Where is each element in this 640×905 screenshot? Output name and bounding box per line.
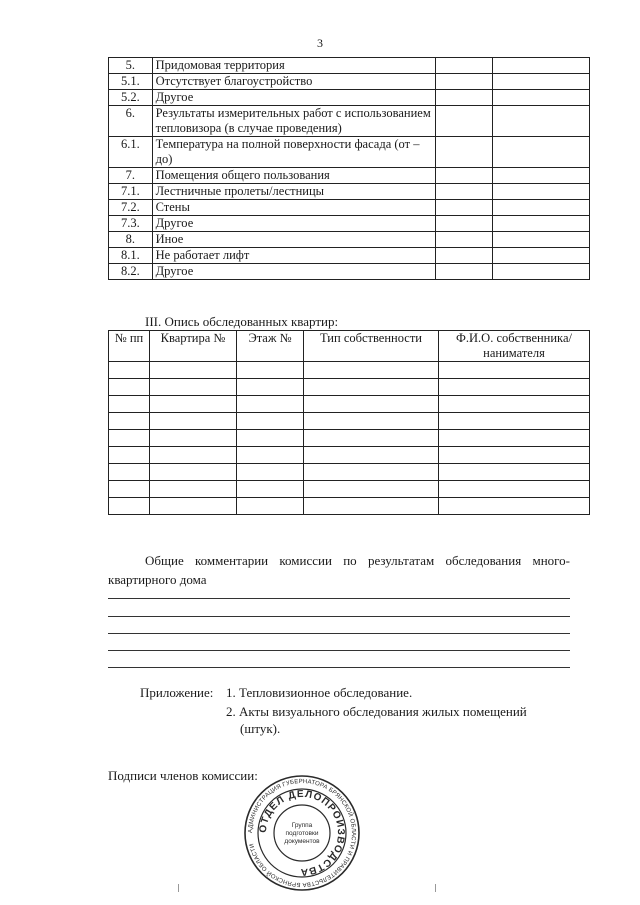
row-cell xyxy=(493,137,590,168)
inspection-table xyxy=(108,57,590,280)
table-cell[interactable] xyxy=(439,481,590,498)
apartments-table xyxy=(108,330,590,515)
row-description: Лестничные пролеты/лестницы xyxy=(152,184,436,200)
svg-text:подготовки: подготовки xyxy=(285,830,319,837)
appendix-item-1: 1. Тепловизионное обследование. xyxy=(226,685,413,700)
appendix-item-2 xyxy=(226,703,566,737)
row-number: 5. xyxy=(109,58,153,74)
table-cell[interactable] xyxy=(150,396,237,413)
comment-line xyxy=(108,633,570,634)
row-cell xyxy=(493,216,590,232)
table-row xyxy=(109,379,590,396)
row-cell xyxy=(493,184,590,200)
row-number: 5.2. xyxy=(109,90,153,106)
table-cell[interactable] xyxy=(150,362,237,379)
table-cell[interactable] xyxy=(150,498,237,515)
table-cell[interactable] xyxy=(439,464,590,481)
svg-text:Группа: Группа xyxy=(291,822,313,829)
signatures-label: Подписи членов комиссии: xyxy=(108,768,258,783)
table-row xyxy=(109,447,590,464)
row-cell xyxy=(493,264,590,280)
row-cell xyxy=(493,74,590,90)
row-cell xyxy=(493,90,590,106)
row-description: Температура на полной поверхности фасада (от – до) xyxy=(152,137,436,168)
table-cell[interactable] xyxy=(439,447,590,464)
scan-mark xyxy=(435,884,436,892)
row-cell xyxy=(436,74,493,90)
row-cell xyxy=(436,58,493,74)
table-cell[interactable] xyxy=(237,430,304,447)
row-description: Отсутствует благоустройство xyxy=(152,74,436,90)
header-owner: Ф.И.О. собственника/нанимателя xyxy=(439,331,590,362)
table-row xyxy=(109,464,590,481)
table-cell[interactable] xyxy=(109,498,150,515)
table-cell[interactable] xyxy=(237,464,304,481)
table-cell[interactable] xyxy=(109,413,150,430)
section-title: III. Опись обследованных квартир: xyxy=(145,314,339,329)
table-row xyxy=(109,74,590,90)
row-description: Другое xyxy=(152,90,436,106)
row-cell xyxy=(436,200,493,216)
comments-text: Общие комментарии комиссии по результатам обследования много-квартирного дома xyxy=(108,553,570,587)
table-row xyxy=(109,248,590,264)
table-cell[interactable] xyxy=(150,481,237,498)
table-cell[interactable] xyxy=(237,447,304,464)
row-cell xyxy=(436,184,493,200)
table-row xyxy=(109,362,590,379)
table-cell[interactable] xyxy=(109,379,150,396)
table-cell[interactable] xyxy=(237,413,304,430)
table-cell[interactable] xyxy=(109,464,150,481)
row-number: 7.1. xyxy=(109,184,153,200)
seal-stamp xyxy=(243,774,361,892)
row-number: 7.2. xyxy=(109,200,153,216)
row-number: 6. xyxy=(109,106,153,137)
comment-line xyxy=(108,667,570,668)
header-ownership: Тип собственности xyxy=(304,331,439,362)
table-cell[interactable] xyxy=(439,379,590,396)
table-cell[interactable] xyxy=(304,396,439,413)
table-cell[interactable] xyxy=(304,447,439,464)
table-cell[interactable] xyxy=(237,396,304,413)
row-description: Придомовая территория xyxy=(152,58,436,74)
row-cell xyxy=(436,106,493,137)
header-apartment: Квартира № xyxy=(150,331,237,362)
table-cell[interactable] xyxy=(304,379,439,396)
table-cell[interactable] xyxy=(150,464,237,481)
row-number: 8.1. xyxy=(109,248,153,264)
table-row xyxy=(109,184,590,200)
table-cell[interactable] xyxy=(439,396,590,413)
row-cell xyxy=(493,232,590,248)
table-cell[interactable] xyxy=(304,362,439,379)
table-cell[interactable] xyxy=(109,481,150,498)
table-row xyxy=(109,498,590,515)
appendix-label: Приложение: xyxy=(140,685,214,700)
row-cell xyxy=(436,90,493,106)
page-number: 3 xyxy=(317,36,323,50)
row-description: Другое xyxy=(152,216,436,232)
table-row xyxy=(109,264,590,280)
svg-text:АДМИНИСТРАЦИЯ ГУБЕРНАТОРА БРЯН: АДМИНИСТРАЦИЯ ГУБЕРНАТОРА БРЯНСКОЙ ОБЛАСТИ И ПРАВИТЕЛЬСТВА БРЯНСКОЙ ОБЛАСТИ xyxy=(247,778,357,888)
row-description: Помещения общего пользования xyxy=(152,168,436,184)
table-cell[interactable] xyxy=(150,413,237,430)
table-row xyxy=(109,396,590,413)
row-cell xyxy=(436,137,493,168)
table-row xyxy=(109,481,590,498)
row-cell xyxy=(436,232,493,248)
appendix-item-2-line1: 2. Акты визуального обследования жилых помещений xyxy=(226,704,527,719)
table-cell[interactable] xyxy=(237,362,304,379)
table-cell[interactable] xyxy=(237,481,304,498)
appendix-item-2-line2: (штук). xyxy=(240,721,281,736)
row-description: Стены xyxy=(152,200,436,216)
table-cell[interactable] xyxy=(150,430,237,447)
row-cell xyxy=(436,216,493,232)
row-number: 7. xyxy=(109,168,153,184)
svg-text:документов: документов xyxy=(284,838,320,845)
row-cell xyxy=(493,106,590,137)
row-cell xyxy=(436,168,493,184)
row-cell xyxy=(436,248,493,264)
row-description: Результаты измерительных работ с использованием тепловизора (в случае проведения) xyxy=(152,106,436,137)
table-row xyxy=(109,106,590,137)
row-number: 7.3. xyxy=(109,216,153,232)
table-row xyxy=(109,232,590,248)
table-row xyxy=(109,58,590,74)
row-cell xyxy=(493,58,590,74)
row-cell xyxy=(436,264,493,280)
table-cell[interactable] xyxy=(304,464,439,481)
header-num: № пп xyxy=(109,331,150,362)
table-row xyxy=(109,200,590,216)
table-row xyxy=(109,168,590,184)
table-cell[interactable] xyxy=(150,379,237,396)
row-cell xyxy=(493,168,590,184)
row-description: Иное xyxy=(152,232,436,248)
row-description: Другое xyxy=(152,264,436,280)
row-number: 8.2. xyxy=(109,264,153,280)
table-cell[interactable] xyxy=(304,413,439,430)
table-cell[interactable] xyxy=(439,413,590,430)
table-cell[interactable] xyxy=(304,481,439,498)
row-description: Не работает лифт xyxy=(152,248,436,264)
comment-line xyxy=(108,598,570,599)
table-cell[interactable] xyxy=(439,362,590,379)
table-cell[interactable] xyxy=(109,396,150,413)
row-number: 5.1. xyxy=(109,74,153,90)
table-row xyxy=(109,413,590,430)
row-cell xyxy=(493,200,590,216)
table-cell[interactable] xyxy=(237,498,304,515)
table-cell[interactable] xyxy=(109,362,150,379)
table-row xyxy=(109,137,590,168)
table-cell[interactable] xyxy=(237,379,304,396)
table-row xyxy=(109,90,590,106)
table-cell[interactable] xyxy=(304,498,439,515)
table-cell[interactable] xyxy=(439,498,590,515)
table-cell[interactable] xyxy=(304,430,439,447)
table-cell[interactable] xyxy=(109,447,150,464)
row-cell xyxy=(493,248,590,264)
row-number: 8. xyxy=(109,232,153,248)
table-row xyxy=(109,430,590,447)
scan-mark xyxy=(178,884,179,892)
table-cell[interactable] xyxy=(439,430,590,447)
comment-line xyxy=(108,616,570,617)
header-floor: Этаж № xyxy=(237,331,304,362)
svg-text:ОТДЕЛ ДЕЛОПРОИЗВОДСТВА: ОТДЕЛ ДЕЛОПРОИЗВОДСТВА xyxy=(257,788,347,878)
table-cell[interactable] xyxy=(150,447,237,464)
row-number: 6.1. xyxy=(109,137,153,168)
table-cell[interactable] xyxy=(109,430,150,447)
table-row xyxy=(109,216,590,232)
comment-line xyxy=(108,650,570,651)
